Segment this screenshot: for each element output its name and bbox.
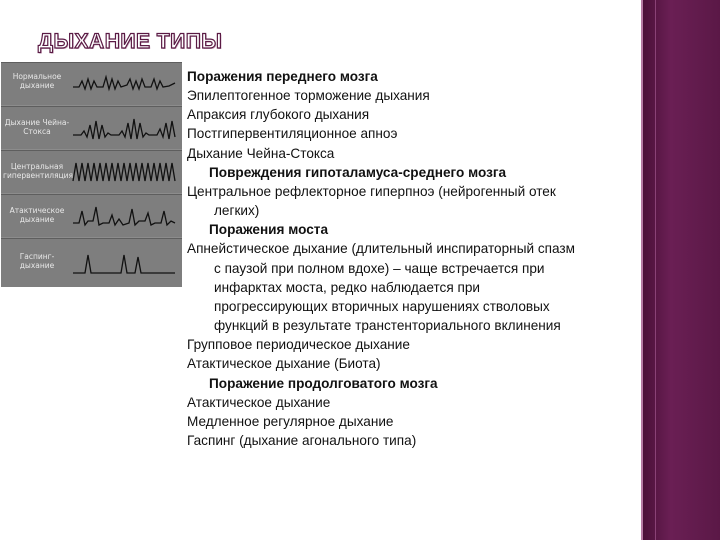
list-item-continuation: инфарктах моста, редко наблюдается при [214, 279, 480, 295]
section-heading: Поражения переднего мозга [187, 69, 378, 84]
pattern-row-cheyne-stokes [1, 106, 182, 149]
list-item: Гаспинг (дыхание агонального типа) [187, 432, 417, 448]
breathing-patterns-figure [1, 62, 182, 286]
pattern-label: Центральная гипервентиляция [3, 162, 74, 180]
pattern-row-hyperventilation [1, 150, 182, 193]
central-hyperventilation-waveform [71, 155, 179, 189]
list-item: Медленное регулярное дыхание [187, 413, 394, 429]
section-heading: Поражения моста [209, 222, 329, 238]
section-heading: Повреждения гипоталамуса-среднего мозга [209, 164, 507, 180]
gasping-waveform [71, 243, 179, 283]
list-item: Атактическое дыхание (Биота) [187, 356, 381, 372]
section-heading: Поражение продолговатого мозга [209, 375, 438, 391]
list-item-continuation: легких) [214, 203, 260, 219]
list-item-continuation: прогрессирующих вторичных нарушениях стволовых [214, 298, 550, 314]
list-item: Апнейстическое дыхание (длительный инспираторный спазм [187, 241, 575, 257]
pattern-label: Дыхание Чейна-Стокса [4, 118, 70, 136]
breathing-types-list [187, 67, 657, 450]
normal-breathing-waveform [71, 67, 179, 101]
list-item: Атактическое дыхание [187, 394, 331, 410]
slide-title: ДЫХАНИЕ ТИПЫ [38, 30, 223, 53]
pattern-row-normal [1, 62, 182, 105]
pattern-row-gasping [1, 238, 182, 287]
list-item: Постгипервентиляционное апноэ [187, 126, 398, 142]
cheyne-stokes-waveform [71, 111, 179, 145]
pattern-row-ataxic [1, 194, 182, 237]
list-item: Дыхание Чейна-Стокса [187, 145, 335, 161]
pattern-label: Нормальное дыхание [12, 72, 62, 90]
list-item: Апраксия глубокого дыхания [187, 107, 370, 123]
list-item-continuation: функций в результате транстенториального вклинения [214, 318, 561, 334]
ataxic-breathing-waveform [71, 199, 179, 233]
list-item: Групповое периодическое дыхание [187, 337, 410, 353]
pattern-label: Гаспинг-дыхание [19, 252, 55, 270]
list-item: Эпилептогенное торможение дыхания [187, 88, 430, 104]
list-item: Центральное рефлекторное гиперпноэ (нейрогенный отек [187, 183, 556, 199]
pattern-label: Атактическое дыхание [9, 206, 65, 224]
list-item-continuation: с паузой при полном вдохе) – чаще встречается при [214, 260, 545, 276]
